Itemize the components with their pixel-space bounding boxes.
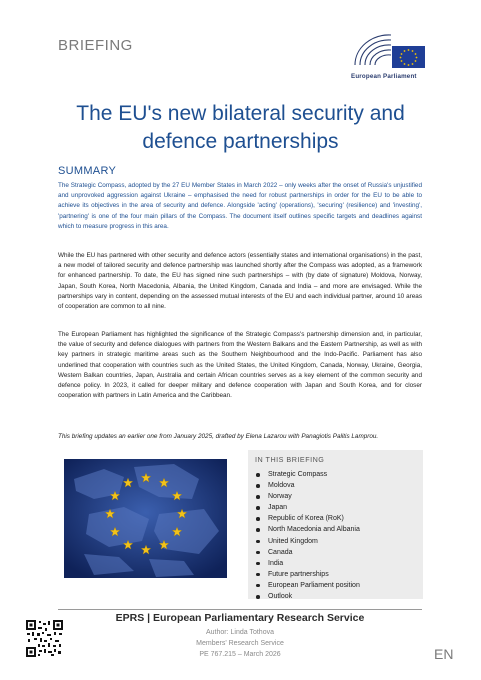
list-item[interactable]: Outlook — [255, 591, 360, 602]
qr-code-icon[interactable] — [26, 620, 63, 657]
language-code: EN — [434, 646, 454, 662]
briefing-update-note: This briefing updates an earlier one from January 2025, drafted by Elena Lazarou with Panagiotis Palitis Lamprou. — [58, 433, 379, 440]
list-item[interactable]: Norway — [255, 491, 360, 502]
list-item[interactable]: Japan — [255, 502, 360, 513]
list-item[interactable]: Republic of Korea (RoK) — [255, 513, 360, 524]
unit-line: Members' Research Service — [196, 640, 284, 647]
reference-line: PE 767.215 – March 2026 — [199, 651, 281, 658]
page-title: The EU's new bilateral security and defence partnerships — [76, 102, 405, 153]
list-item[interactable]: Canada — [255, 547, 360, 558]
list-item[interactable]: Future partnerships — [255, 569, 360, 580]
list-item[interactable]: India — [255, 558, 360, 569]
summary-paragraph: The Strategic Compass, adopted by the 27 EU Member States in March 2022 – only weeks after the onset of Russia's unjustified and unprovoked aggression against Ukraine – emphasised the need for robust partnerships in order for the EU to be able to achieve its objectives in the area of security and defence. Alongside 'acting' (operations), 'securing' (resilience) and 'investing', 'partnering' is one of the four main pillars of the Compass. The document itself outlines specific targets and deadlines against which to measure progress in this area. — [58, 182, 422, 230]
eu-stars-map-image — [64, 459, 227, 578]
eprs-service-name: EPRS | European Parliamentary Research Service — [115, 612, 365, 624]
footer-divider — [58, 609, 422, 610]
list-item[interactable]: Moldova — [255, 480, 360, 491]
summary-paragraph: The European Parliament has highlighted the significance of the Strategic Compass's partnership dimension and, in particular, the value of security and defence dialogues with partners from the Western Balkans and the Eastern Partnership, as well as with key partners in strategic maritime areas such as the Southern Neighbourhood and the Indo-Pacific. Parliament has also underlined that cooperation with countries such as the United States, the United Kingdom, Canada, Norway, Ukraine, Georgia, Western Balkan countries, Japan, Australia and certain African countries serves as a key element of the common security and defence policy. In 2023, it called for deeper military and defence cooperation with Japan and South Korea, and for closer cooperation with partners in Latin America and the Caribbean. — [58, 331, 422, 400]
list-item[interactable]: North Macedonia and Albania — [255, 524, 360, 535]
summary-paragraph: While the EU has partnered with other security and defence actors (essentially states and international organisations) in the past, a new model of tailored security and defence partnership was launched shortly after the Compass was adopted, as a framework for enhanced partnership. To date, the EU has signed nine such partnerships – with (by date of signature) Moldova, Norway, Japan, South Korea, North Macedonia, Albania, the United Kingdom, Canada and India – and more are envisaged. While the partnerships vary in content, depending on the assessed mutual interests of the EU and each individual partner, around 10 areas of cooperation are common to all nine. — [58, 252, 422, 311]
list-item[interactable]: United Kingdom — [255, 536, 360, 547]
author-line: Author: Linda Tothova — [206, 629, 274, 636]
summary-heading: SUMMARY — [58, 165, 117, 177]
document-type-label: BRIEFING — [58, 37, 133, 54]
in-this-briefing-list — [255, 469, 360, 602]
in-this-briefing-title: IN THIS BRIEFING — [255, 455, 325, 464]
european-parliament-logo-text: European Parliament — [351, 73, 417, 80]
list-item[interactable]: Strategic Compass — [255, 469, 360, 480]
list-item[interactable]: European Parliament position — [255, 580, 360, 591]
